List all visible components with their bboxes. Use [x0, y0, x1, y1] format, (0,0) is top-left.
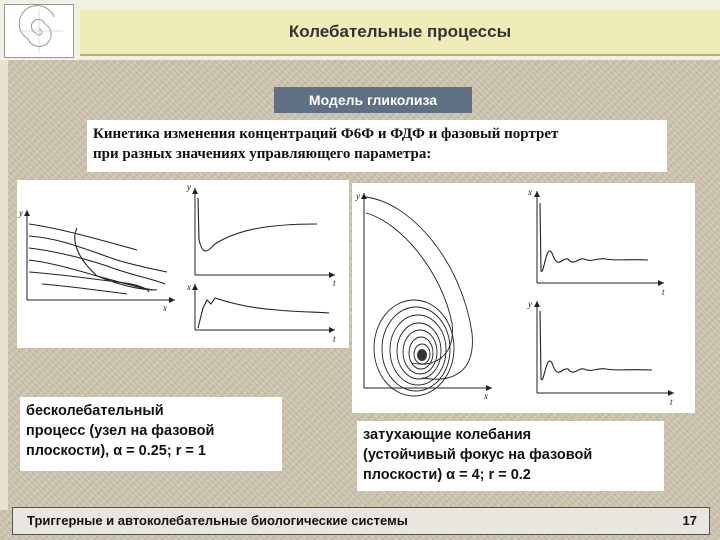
focus-top-x-label: t — [662, 287, 665, 297]
description-line-2: при разных значениях управляющего параметра: — [93, 146, 432, 162]
focus-caption-line-2: (устойчивый фокус на фазовой — [363, 447, 593, 463]
node-phase-x-label: x — [163, 303, 167, 313]
node-caption — [20, 397, 282, 471]
node-caption-line-3: плоскости), α = 0.25; r = 1 — [26, 443, 206, 459]
left-strip — [0, 60, 8, 510]
node-caption-line-1: бесколебательный — [26, 403, 164, 419]
node-top-x-label: t — [333, 278, 336, 288]
node-x-timeseries — [186, 282, 336, 344]
focus-caption — [357, 421, 664, 491]
spiral-logo-icon — [5, 5, 73, 57]
node-top-y-label: y — [187, 182, 191, 192]
footer — [12, 507, 710, 535]
focus-caption-line-1: затухающие колебания — [363, 427, 532, 443]
focus-bottom-y-label: y — [528, 299, 532, 309]
node-caption-line-2: процесс (узел на фазовой — [26, 423, 215, 439]
focus-y-timeseries — [527, 299, 674, 407]
footer-title: Триггерные и автоколебательные биологические системы — [27, 513, 408, 528]
node-figure-panel — [17, 180, 349, 348]
section-title: Модель гликолиза — [274, 87, 472, 113]
focus-bottom-x-label: t — [670, 397, 673, 407]
slide-title: Колебательные процессы — [80, 10, 720, 56]
node-phase-y-label: y — [19, 208, 23, 218]
focus-phase-portrait — [355, 191, 492, 401]
header — [0, 0, 720, 60]
description — [87, 120, 667, 172]
focus-figure-panel — [352, 183, 695, 413]
focus-x-timeseries — [527, 187, 665, 297]
focus-top-y-label: x — [528, 187, 532, 197]
node-bottom-y-label: x — [187, 282, 191, 292]
node-phase-portrait — [18, 208, 175, 313]
focus-phase-x-label: x — [484, 391, 488, 401]
description-line-1: Кинетика изменения концентраций Ф6Ф и ФДФ и фазовый портрет — [93, 126, 559, 142]
focus-phase-y-label: y — [356, 191, 360, 201]
focus-caption-line-3: плоскости) α = 4; r = 0.2 — [363, 467, 531, 483]
logo — [4, 4, 74, 58]
page-number: 17 — [682, 513, 697, 528]
node-y-timeseries — [186, 182, 336, 288]
node-bottom-x-label: t — [333, 334, 336, 344]
